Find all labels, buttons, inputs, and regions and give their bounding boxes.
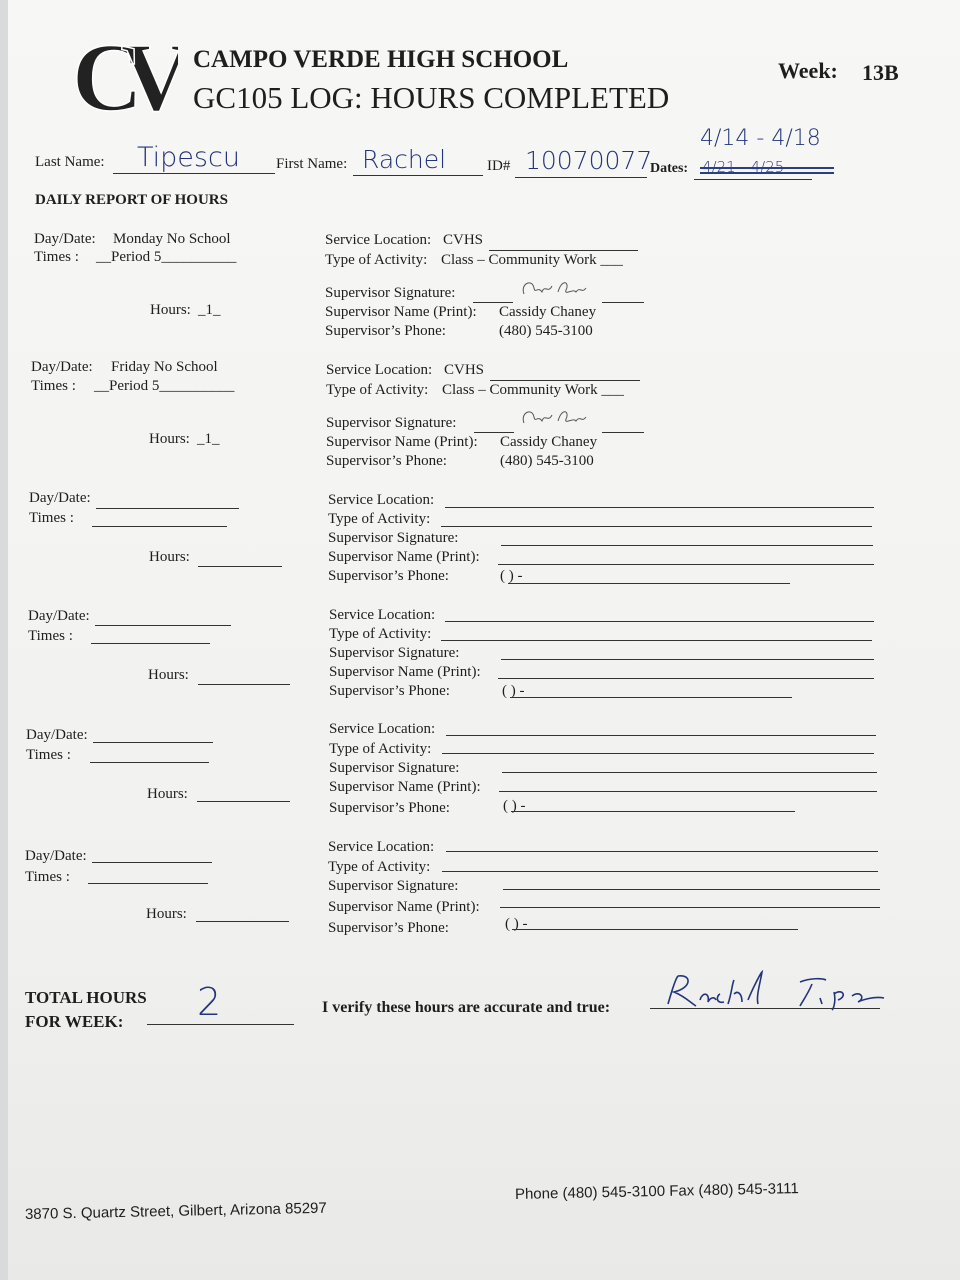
supervisor-name-label: Supervisor Name (Print): (328, 549, 480, 565)
activity-value[interactable]: Class – Community Work ___ (442, 382, 624, 398)
signature-line[interactable] (502, 772, 877, 773)
hours-label: Hours: (146, 906, 187, 922)
supervisor-name-value[interactable]: Cassidy Chaney (499, 304, 597, 320)
week-value: 13B (862, 60, 899, 85)
supervisor-signature-image (518, 405, 590, 431)
day-date-label: Day/Date: (26, 727, 88, 743)
dates-line (694, 179, 812, 180)
phone-line (510, 697, 792, 698)
id-label: ID# (487, 158, 511, 174)
phone-line (511, 811, 795, 812)
dates-crossed-out: 4/21 - 4/25 (702, 158, 785, 176)
supervisor-name-line[interactable] (498, 678, 874, 679)
service-location-label: Service Location: (328, 492, 435, 508)
signature-line[interactable] (503, 889, 880, 890)
hours-line[interactable] (198, 566, 282, 567)
hours-label: Hours: (149, 549, 190, 565)
activity-label: Type of Activity: (329, 626, 432, 642)
times-value[interactable]: __Period 5__________ (94, 378, 235, 394)
day-date-label: Day/Date: (31, 359, 93, 375)
hours-line[interactable] (198, 684, 290, 685)
week-label: Week: (778, 58, 838, 83)
signature-line[interactable] (501, 659, 874, 660)
hours-value[interactable]: _1_ (197, 431, 220, 447)
school-name: CAMPO VERDE HIGH SCHOOL (193, 46, 569, 73)
phone-template[interactable]: ( ) - (505, 916, 528, 932)
school-phone-fax: Phone (480) 545-3100 Fax (480) 545-3111 (514, 1180, 799, 1203)
times-value[interactable]: __Period 5__________ (96, 249, 237, 265)
phone-line (508, 583, 790, 584)
times-line[interactable] (91, 643, 210, 644)
service-location-value[interactable]: CVHS (444, 362, 485, 378)
activity-label: Type of Activity: (329, 741, 432, 757)
phone-template[interactable]: ( ) - (502, 683, 525, 699)
id-value[interactable]: 10070077 (525, 146, 653, 175)
service-location-line (490, 380, 640, 381)
signature-line (474, 432, 514, 433)
activity-label: Type of Activity: (325, 252, 428, 268)
service-location-label: Service Location: (325, 232, 432, 248)
times-line[interactable] (92, 526, 227, 527)
form-title: GC105 LOG: HOURS COMPLETED (193, 80, 670, 115)
supervisor-signature-label: Supervisor Signature: (329, 760, 460, 776)
signature-line (473, 302, 513, 303)
supervisor-phone-label: Supervisor’s Phone: (328, 920, 449, 936)
day-date-line[interactable] (96, 508, 239, 509)
supervisor-phone-label: Supervisor’s Phone: (325, 323, 446, 339)
times-label: Times : (31, 378, 76, 394)
supervisor-name-line[interactable] (500, 907, 880, 908)
hours-line[interactable] (196, 921, 289, 922)
day-date-line[interactable] (92, 862, 212, 863)
service-location-label: Service Location: (326, 362, 433, 378)
service-location-line[interactable] (446, 735, 876, 736)
service-location-label: Service Location: (329, 721, 436, 737)
supervisor-name-label: Supervisor Name (Print): (328, 899, 480, 915)
times-label: Times : (29, 510, 74, 526)
day-date-label: Day/Date: (34, 231, 96, 247)
hours-label: Hours: (147, 786, 188, 802)
phone-template[interactable]: ( ) - (503, 798, 526, 814)
supervisor-signature-label: Supervisor Signature: (329, 645, 460, 661)
supervisor-signature-label: Supervisor Signature: (328, 878, 459, 894)
day-date-value[interactable]: Friday No School (111, 359, 218, 375)
service-location-line (489, 250, 638, 251)
supervisor-phone-value[interactable]: (480) 545-3100 (500, 453, 594, 469)
id-line (515, 177, 647, 178)
phone-line (512, 929, 798, 930)
supervisor-phone-value[interactable]: (480) 545-3100 (499, 323, 593, 339)
last-name-value[interactable]: Tipescu (137, 142, 240, 173)
total-hours-label: TOTAL HOURS (25, 988, 147, 1007)
activity-label: Type of Activity: (328, 859, 431, 875)
strikethrough-line (700, 172, 834, 174)
signature-line (602, 432, 644, 433)
service-location-line[interactable] (446, 851, 878, 852)
school-address: 3870 S. Quartz Street, Gilbert, Arizona 85297 (24, 1199, 327, 1223)
supervisor-phone-label: Supervisor’s Phone: (326, 453, 447, 469)
hours-label: Hours: (148, 667, 189, 683)
signature-line[interactable] (501, 545, 873, 546)
times-label: Times : (28, 628, 73, 644)
total-hours-value[interactable]: 2 (197, 980, 222, 1024)
first-name-label: First Name: (276, 156, 348, 172)
day-date-label: Day/Date: (25, 848, 87, 864)
activity-label: Type of Activity: (328, 511, 431, 527)
supervisor-signature-image (518, 276, 590, 302)
supervisor-name-label: Supervisor Name (Print): (329, 779, 481, 795)
supervisor-name-label: Supervisor Name (Print): (329, 664, 481, 680)
student-signature-image[interactable] (662, 970, 902, 1012)
service-location-label: Service Location: (328, 839, 435, 855)
verify-statement: I verify these hours are accurate and true: (322, 999, 611, 1016)
supervisor-signature-label: Supervisor Signature: (325, 285, 456, 301)
school-logo (68, 28, 178, 120)
activity-line[interactable] (441, 526, 872, 527)
total-hours-label-2: FOR WEEK: (25, 1012, 124, 1031)
service-location-label: Service Location: (329, 607, 436, 623)
day-date-value[interactable]: Monday No School (113, 231, 231, 247)
supervisor-phone-label: Supervisor’s Phone: (329, 800, 450, 816)
times-line[interactable] (88, 883, 208, 884)
hours-value[interactable]: _1_ (198, 302, 221, 318)
phone-template[interactable]: ( ) - (500, 568, 523, 584)
supervisor-name-value[interactable]: Cassidy Chaney (500, 434, 598, 450)
hours-label: Hours: (150, 302, 191, 318)
svg-text:CV: CV (72, 28, 170, 120)
last-name-line (113, 173, 275, 174)
first-name-value[interactable]: Rachel (362, 145, 447, 174)
times-line[interactable] (90, 762, 209, 763)
activity-label: Type of Activity: (326, 382, 429, 398)
service-location-line[interactable] (445, 621, 874, 622)
supervisor-name-label: Supervisor Name (Print): (325, 304, 477, 320)
service-location-value[interactable]: CVHS (443, 232, 484, 248)
strikethrough-line (700, 167, 834, 169)
dates-label: Dates: (650, 161, 689, 176)
day-date-label: Day/Date: (29, 490, 91, 506)
supervisor-phone-label: Supervisor’s Phone: (328, 568, 449, 584)
day-date-line[interactable] (95, 625, 231, 626)
total-hours-line (147, 1024, 294, 1025)
dates-value[interactable]: 4/14 - 4/18 (700, 126, 821, 151)
supervisor-signature-label: Supervisor Signature: (328, 530, 459, 546)
day-date-line[interactable] (93, 742, 213, 743)
hours-label: Hours: (149, 431, 190, 447)
hours-line[interactable] (197, 801, 290, 802)
section-title: DAILY REPORT OF HOURS (35, 192, 228, 208)
supervisor-name-label: Supervisor Name (Print): (326, 434, 478, 450)
supervisor-signature-label: Supervisor Signature: (326, 415, 457, 431)
activity-line[interactable] (441, 640, 872, 641)
activity-line[interactable] (442, 753, 874, 754)
supervisor-name-line[interactable] (498, 564, 874, 565)
first-name-line (353, 175, 483, 176)
service-location-line[interactable] (445, 507, 874, 508)
times-label: Times : (26, 747, 71, 763)
activity-line[interactable] (442, 871, 878, 872)
day-date-label: Day/Date: (28, 608, 90, 624)
signature-line (602, 302, 644, 303)
activity-value[interactable]: Class – Community Work ___ (441, 252, 623, 268)
times-label: Times : (34, 249, 79, 265)
last-name-label: Last Name: (35, 154, 105, 170)
supervisor-name-line[interactable] (499, 791, 877, 792)
times-label: Times : (25, 869, 70, 885)
supervisor-phone-label: Supervisor’s Phone: (329, 683, 450, 699)
